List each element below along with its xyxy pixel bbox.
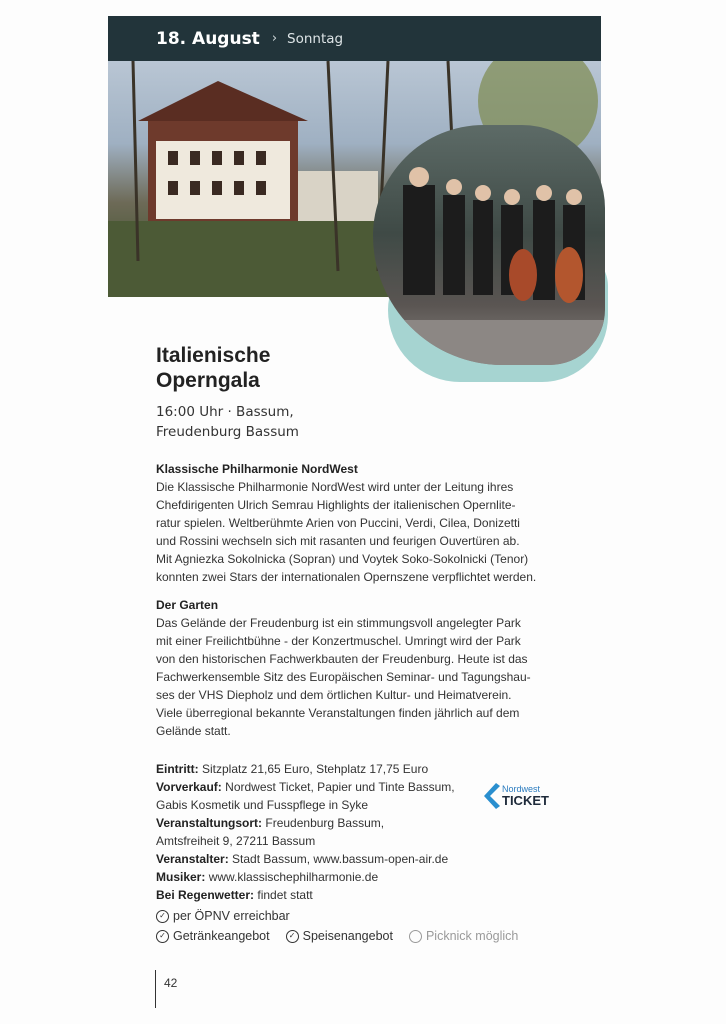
detail-veranstalter: Veranstalter: Stadt Bassum, www.bassum-open-air.de <box>156 852 449 866</box>
feature-getraenke: ✓ Getränkeangebot <box>156 926 270 946</box>
empty-circle-icon <box>409 930 422 943</box>
page-number: 42 <box>164 976 178 990</box>
section-text: Das Gelände der Freudenburg ist ein stimmungsvoll angelegter Park mit einer Freilichtbühne - der Konzertmuschel. Umringt wird der Park von den historischen Fachwerkbauten der Freudenburg. Heute ist das Fachwerkensemble Sitz des Europäischen Seminar- und Tagungshau- ses der VHS Diepholz und dem örtlichen Kultur- und Heimatverein. Viele überregional bekannte Veranstaltungen finden jährlich auf dem Gelände statt. <box>156 616 531 738</box>
section-heading: Der Garten <box>156 598 219 612</box>
detail-regen: Bei Regenwetter: findet statt <box>156 888 313 902</box>
detail-eintritt: Eintritt: Sitzplatz 21,65 Euro, Stehplatz 17,75 Euro <box>156 762 429 776</box>
date-header <box>108 16 601 61</box>
event-title-line1: Italienische <box>156 344 271 367</box>
feature-picknick: Picknick möglich <box>409 926 518 946</box>
section-garden <box>156 596 574 740</box>
event-title <box>156 343 270 393</box>
detail-ort: Veranstaltungsort: Freudenburg Bassum, <box>156 816 385 830</box>
check-circle-icon: ✓ <box>156 930 169 943</box>
event-title-line2: Operngala <box>156 369 260 392</box>
feature-list <box>156 906 518 946</box>
feature-speisen: ✓ Speisenangebot <box>286 926 393 946</box>
header-day: Sonntag <box>287 30 344 47</box>
event-meta <box>156 402 299 442</box>
page-number-rule <box>155 970 156 1008</box>
detail-vorverkauf: Vorverkauf: Nordwest Ticket, Papier und Tinte Bassum, <box>156 780 455 794</box>
header-separator: › <box>271 31 278 46</box>
detail-vorverkauf-cont: Gabis Kosmetik und Fusspflege in Syke <box>156 798 369 812</box>
feature-oepnv: ✓ per ÖPNV erreichbar <box>156 906 290 926</box>
nordwest-ticket-logo: Nordwest TICKET <box>484 783 554 811</box>
detail-musiker: Musiker: www.klassischephilharmonie.de <box>156 870 379 884</box>
check-circle-icon: ✓ <box>286 930 299 943</box>
event-details <box>156 760 486 904</box>
section-heading: Klassische Philharmonie NordWest <box>156 462 358 476</box>
section-orchestra <box>156 460 574 586</box>
header-date: 18. August <box>156 28 260 49</box>
ticket-chevron-icon <box>484 783 500 809</box>
detail-ort-cont: Amtsfreiheit 9, 27211 Bassum <box>156 834 316 848</box>
section-text: Die Klassische Philharmonie NordWest wird unter der Leitung ihres Chefdirigenten Ulrich Semrau Highlights der italienischen Opernlite- ratur spielen. Weltberühmte Arien von Puccini, Verdi, Cilea, Donizetti und Rossini wechseln sich mit rasanten und feurigen Ouvertüren ab. Mit Agniezka Sokolnicka (Sopran) und Voytek Soko-Sokolnicki (Tenor) konnten zwei Stars der internationalen Opernszene verpflichtet werden. <box>156 480 537 584</box>
check-circle-icon: ✓ <box>156 910 169 923</box>
event-venue: Freudenburg Bassum <box>156 424 299 440</box>
event-time-place: 16:00 Uhr · Bassum, <box>156 404 294 420</box>
